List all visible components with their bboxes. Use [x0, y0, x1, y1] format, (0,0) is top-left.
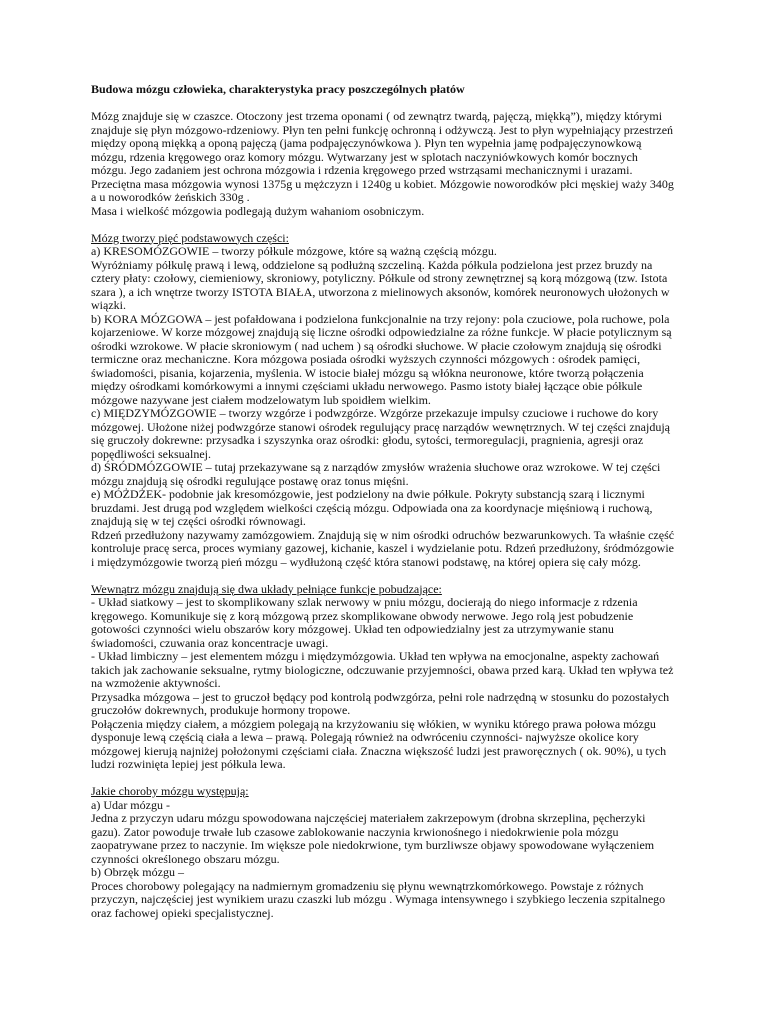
part-d-text: d) ŚRÓDMÓZGOWIE – tutaj przekazywane są z narządów zmysłów wrażenia słuchowe oraz wzrokowe. W tej części mózgu znajdują się ośrodki regulujące postawę oraz tonus mięśni. — [91, 460, 661, 488]
part-a-text: Wyróżniamy półkulę prawą i lewą, oddzielone są podłużną szczeliną. Każda półkula podzielona jest przez bruzdy na cztery płaty: czołowy, ciemieniowy, skroniowy, potyliczny. Półkule od strony zewnętrznej są korą mózgową (tzw. Istota szara ), a ich wnętrze tworzy ISTOTA BIAŁA, utworzona z mielinowych aksonów, komórek neuronowych ułożonych w wiązki. — [91, 257, 670, 312]
document-title: Budowa mózgu człowieka, charakterystyka pracy poszczególnych płatów — [91, 82, 465, 96]
part-a-title: a) KRESOMÓZGOWIE – tworzy półkule mózgowe, które są ważną częścią mózgu. — [91, 244, 497, 258]
intro-note: Masa i wielkość mózgowia podlegają dużym wahaniom osobniczym. — [91, 203, 425, 218]
diseases-heading: Jakie choroby mózgu występują: — [91, 784, 249, 798]
pituitary-text: Przysadka mózgowa – jest to gruczoł będący pod kontrolą podwzgórza, pełni role nadrzędną w stosunku do pozostałych gruczołów dokrewnych, produkuje hormony tropowe. — [91, 689, 670, 717]
disease-b-title: b) Obrzęk mózgu – — [91, 865, 184, 879]
systems-heading: Wewnątrz mózgu znajdują się dwa układy pełniące funkcje pobudzające: — [91, 581, 442, 596]
brainstem-text: Rdzeń przedłużony nazywamy zamózgowiem. Znajdują się w nim ośrodki odruchów bezwarunkowych. Ta właśnie część kontroluje pracę serca, proces wymiany gazowej, kichanie, kaszel i wydzielanie potu. Rdzeń przedłużony, śródmózgowie i międzymózgowie tworzą pień mózgu – wydłużoną część która stanowi podstawę, na której opiera się cały mózg. — [91, 527, 675, 569]
document-page — [91, 83, 676, 920]
parts-heading: Mózg tworzy pięć podstawowych części: — [91, 230, 289, 245]
limbic-system-text: - Układ limbiczny – jest elementem mózgu i międzymózgowia. Układ ten wpływa na emocjonalne, aspekty zachowań takich jak zachowanie seksualne, rytmy biologiczne, odczuwanie przyjemności, obawa przed karą. Układ ten wpływa też na wzmożenie aktywności. — [91, 649, 674, 690]
disease-a-title: a) Udar mózgu - — [91, 797, 170, 812]
intro-paragraph: Mózg znajduje się w czaszce. Otoczony jest trzema oponami ( od zewnątrz twardą, pajęczą, miękką”), między którymi znajduje się płyn mózgowo-rdzeniowy. Płyn ten pełni funkcję ochronną i odżywczą. Jest to płyn wypełniający przestrzeń między oponą miękką a oponą pajęczą (jama podpajęczynówkowa ). Płyn ten wypełnia jamę podpajęczynowkową mózgu, rdzenia kręgowego oraz komory mózgu. Wytwarzany jest w splotach naczyniówkowych komór bocznych mózgu. Jego zadaniem jest ochrona mózgowia i rdzenia kręgowego przed wstrząsami mechanicznymi i urazami. Przeciętna masa mózgowia wynosi 1375g u mężczyzn i 1240g u kobiet. Mózgowie noworodków płci męskiej waży 340g a u noworodków żeńskich 330g . — [91, 109, 674, 204]
disease-b-text: Proces chorobowy polegający na nadmiernym gromadzeniu się płynu wewnątrzkomórkowego. Powstaje z różnych przyczyn, najczęściej jest wynikiem urazu czaszki lub mózgu . Wymaga intensywnego i szybkiego leczenia szpitalnego oraz fachowej opieki specjalistycznej. — [91, 878, 666, 920]
part-c-text: c) MIĘDZYMÓZGOWIE – tworzy wzgórze i podwzgórze. Wzgórze przekazuje impulsy czuciowe i ruchowe do kory mózgowej. Ułożone niżej podwzgórze stanowi ośrodek regulujący pracę narządów wewnętrznych. W tej części znajdują się gruczoły dokrewne: przysadka i szyszynka oraz ośrodki: głodu, sytości, termoregulacji, pragnienia, agresji oraz popędliwości seksualnej. — [91, 406, 670, 461]
disease-a-text: Jedna z przyczyn udaru mózgu spowodowana najczęściej materiałem zakrzepowym (drobna skrzeplina, pęcherzyki gazu). Zator powoduje trwałe lub czasowe zablokowanie naczynia krwionośnego i niedokrwienie pola mózgu zaopatrywane przez to naczynie. Im większe pole niedokrwione, tym burzliwsze objawy spowodowane wyłączeniem czynności określonego obszaru mózgu. — [91, 811, 655, 866]
part-e-text: e) MÓŻDŻEK- podobnie jak kresomózgowie, jest podzielony na dwie półkule. Pokryty substancją szarą i licznymi bruzdami. Jest drugą pod względem wielkości częścią mózgu. Odpowiada ona za koordynacje mięśniową i ruchową, znajdują się w tej części ośrodki równowagi. — [91, 487, 653, 528]
part-b-text: b) KORA MÓZGOWA – jest pofałdowana i podzielona funkcjonalnie na trzy rejony: pola czuciowe, pola ruchowe, pola kojarzeniowe. W korze mózgowej znajdują się liczne ośrodki odpowiedzialne za różne funkcje. W płacie potylicznym są ośrodki wzrokowe. W płacie skroniowym ( nad uchem ) są ośrodki słuchowe. W płacie czołowym znajdują się ośrodki termiczne oraz mechaniczne. Kora mózgowa posiada ośrodki wyższych czynności mózgowych : ośrodek pamięci, świadomości, pisania, kojarzenia, myślenia. W istocie białej mózgu są włókna neuronowe, które tworzą połączenia między ośrodkami komórkowymi a innymi częściami układu nerwowego. Pasmo istoty białej łączące obie półkule mózgowe nazywane jest ciałem modzelowatym lub spoidłem wielkim. — [91, 311, 672, 407]
crossing-text: Połączenia między ciałem, a mózgiem polegają na krzyżowaniu się włókien, w wyniku którego prawa połowa mózgu dysponuje lewą częścią ciała a lewa – prawą. Polegają również na odwróceniu czynności- najwyższe okolice kory mózgowej kierują najniżej położonymi częściami ciała. Znaczna większość ludzi jest praworęcznych ( ok. 90%), u tych ludzi rozwinięta lepiej jest półkula lewa. — [91, 716, 667, 771]
reticular-system-text: - Układ siatkowy – jest to skomplikowany szlak nerwowy w pniu mózgu, docierają do niego informacje z rdzenia kręgowego. Komunikuje się z korą mózgową przez skomplikowane obwody nerwowe. Jego rolą jest pobudzenie gotowości czynności wielu obszarów kory mózgowej. Układ ten odpowiedzialny jest za utrzymywanie stanu świadomości, czuwania oraz koncentracje uwagi. — [91, 595, 638, 650]
